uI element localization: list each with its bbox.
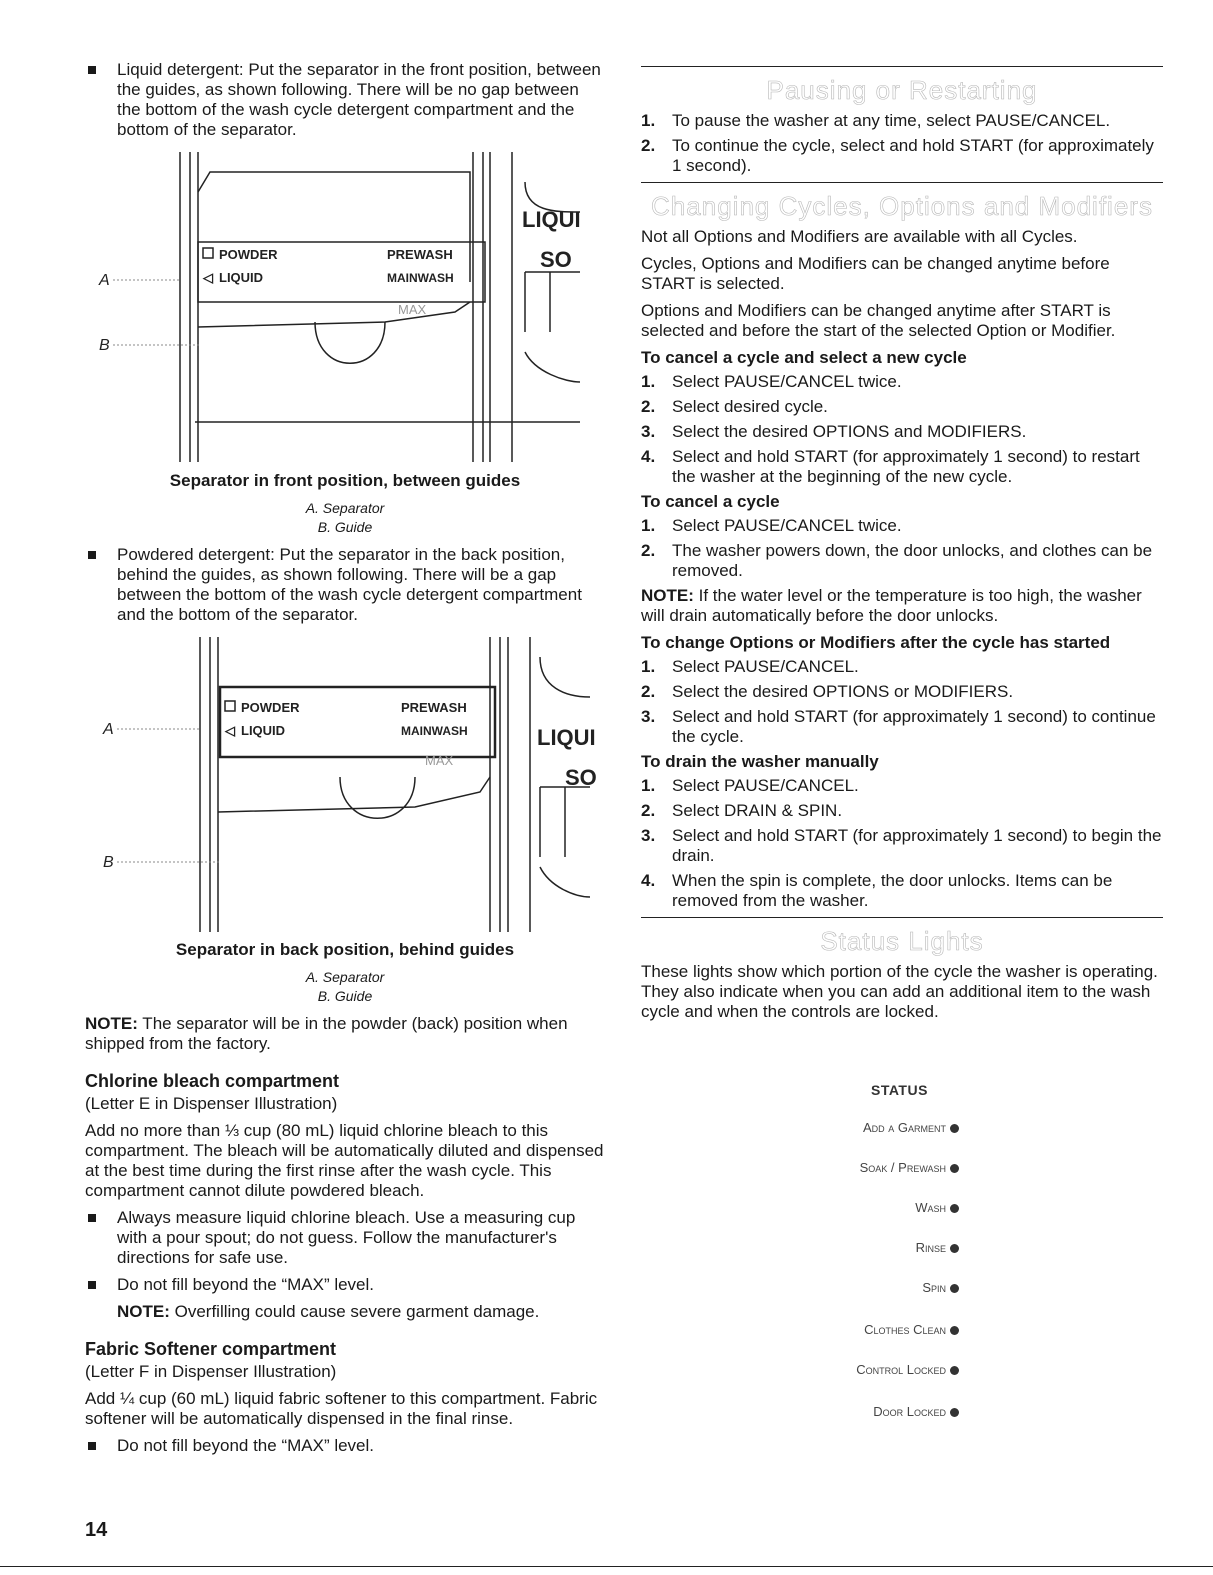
changing-p1: Not all Options and Modifiers are available with all Cycles. [641, 227, 1078, 246]
bullet-square [88, 551, 96, 559]
step-text: When the spin is complete, the door unlocks. Items can be removed from the washer. [672, 871, 1113, 910]
status-soak-prewash [860, 1158, 959, 1178]
note-factory [85, 1014, 605, 1054]
step-text: Select PAUSE/CANCEL twice. [672, 372, 902, 391]
note-label: NOTE: [85, 1014, 138, 1033]
legend-b: B. Guide [317, 519, 373, 535]
step-number: 1. [641, 516, 656, 535]
change-step-3 [641, 707, 1163, 747]
legend-b: B. Guide [317, 988, 373, 1004]
status-lights-paragraph: These lights show which portion of the cycle the washer is operating. They also indicate when you can add an additional item to the wash cycle and when the controls are locked. [641, 962, 1158, 1021]
step-text: Select and hold START (for approximately 1 second) to continue the cycle. [672, 707, 1156, 746]
step-text: Select PAUSE/CANCEL twice. [672, 516, 902, 535]
left-column [85, 60, 605, 1463]
figure-caption: Separator in back position, behind guides [175, 940, 515, 959]
step-text: Select desired cycle. [672, 397, 828, 416]
step-text: Select PAUSE/CANCEL. [672, 776, 859, 795]
indicator-light-icon [950, 1326, 959, 1335]
step-text: Select the desired OPTIONS or MODIFIERS. [672, 682, 1014, 701]
max-label: MAX [398, 302, 427, 317]
bullet-square [88, 1442, 96, 1450]
cancel-step-2 [641, 541, 1163, 581]
powder-label: POWDER [241, 700, 300, 715]
bullet-square [88, 1214, 96, 1222]
liqui-label: LIQUI [522, 207, 581, 232]
figure-legend [85, 499, 605, 537]
status-lights-heading: Status Lights [820, 926, 984, 956]
cancel-new-step-1 [641, 372, 1163, 392]
status-label: Wash [915, 1200, 946, 1215]
change-step-2 [641, 682, 1163, 702]
step-number: 1. [641, 111, 656, 130]
indicator-light-icon [950, 1408, 959, 1417]
status-label: Control Locked [856, 1362, 946, 1377]
bullet-text: Liquid detergent: Put the separator in the front position, between the guides, as shown following. There will be no gap between the bottom of the wash cycle detergent compartment and the bottom of the separator. [117, 60, 601, 139]
step-number: 4. [641, 871, 656, 890]
indicator-light-icon [950, 1244, 959, 1253]
status-label: Clothes Clean [864, 1322, 946, 1337]
status-label: Add a Garment [862, 1120, 946, 1135]
note-text: The separator will be in the powder (back) position when shipped from the factory. [85, 1014, 568, 1053]
step-text: To continue the cycle, select and hold START (for approximately 1 second). [672, 136, 1154, 175]
softener-paragraph: Add ¼ cup (60 mL) liquid fabric softener to this compartment. Fabric softener will be automatically dispensed in the final rinse. [85, 1389, 598, 1428]
section-rule [641, 917, 1163, 918]
legend-a: A. Separator [305, 500, 385, 516]
drain-step-3 [641, 826, 1163, 866]
figure-caption: Separator in front position, between guides [169, 471, 521, 490]
cancel-new-step-4 [641, 447, 1163, 487]
note-text: If the water level or the temperature is too high, the washer will drain automatically before the door unlocks. [641, 586, 1142, 625]
cancel-new-title: To cancel a cycle and select a new cycle [641, 348, 967, 367]
max-label: MAX [425, 753, 454, 768]
chlorine-paragraph: Add no more than ⅓ cup (80 mL) liquid chlorine bleach to this compartment. The bleach will be automatically diluted and dispensed at the best time during the first rinse after the wash cycle. This compartment cannot dilute powdered bleach. [85, 1121, 604, 1200]
cancel-new-step-2 [641, 397, 1163, 417]
step-text: Select PAUSE/CANCEL. [672, 657, 859, 676]
callout-b: B [99, 337, 110, 354]
bullet-text: Always measure liquid chlorine bleach. Use a measuring cup with a pour spout; do not guess. Follow the manufacturer's directions for safe use. [117, 1208, 576, 1267]
status-title: STATUS [871, 1082, 928, 1098]
status-label: Soak / Prewash [859, 1160, 946, 1175]
note-label: NOTE: [641, 586, 694, 605]
status-label: Rinse [915, 1240, 946, 1255]
drain-step-1 [641, 776, 1163, 796]
bullet-powdered-detergent [85, 545, 605, 625]
step-text: Select DRAIN & SPIN. [672, 801, 843, 820]
step-text: Select and hold START (for approximately 1 second) to restart the washer at the beginning of the new cycle. [672, 447, 1140, 486]
so-label: SO [540, 247, 572, 272]
note-drain [641, 586, 1163, 626]
status-rinse [916, 1238, 959, 1258]
step-number: 2. [641, 136, 656, 155]
status-clothes-clean [864, 1320, 959, 1340]
liquid-label: LIQUID [241, 723, 286, 738]
status-label: Door Locked [873, 1404, 946, 1419]
figure-legend [85, 968, 605, 1006]
status-add-garment [863, 1118, 959, 1138]
step-text: Select and hold START (for approximately 1 second) to begin the drain. [672, 826, 1162, 865]
figure-back-position [85, 637, 605, 1006]
changing-heading: Changing Cycles, Options and Modifiers [651, 191, 1153, 221]
step-number: 3. [641, 707, 656, 726]
chlorine-heading: Chlorine bleach compartment [85, 1071, 340, 1091]
section-rule [641, 66, 1163, 67]
indicator-light-icon [950, 1204, 959, 1213]
legend-a: A. Separator [305, 969, 385, 985]
so-label: SO [565, 765, 597, 790]
bullet-liquid-detergent [85, 60, 605, 140]
indicator-light-icon [950, 1124, 959, 1133]
bullet-measure [85, 1208, 605, 1268]
bullet-text: Do not fill beyond the “MAX” level. [117, 1436, 375, 1455]
bullet-max [85, 1275, 605, 1295]
status-spin [922, 1278, 959, 1298]
changing-p2: Cycles, Options and Modifiers can be changed anytime before START is selected. [641, 254, 1110, 293]
bullet-text: Do not fill beyond the “MAX” level. [117, 1275, 375, 1294]
step-number: 1. [641, 657, 656, 676]
bullet-square [88, 1281, 96, 1289]
changing-p3: Options and Modifiers can be changed anytime after START is selected and before the start of the selected Option or Modifier. [641, 301, 1116, 340]
step-text: Select the desired OPTIONS and MODIFIERS. [672, 422, 1027, 441]
section-rule [641, 182, 1163, 183]
bullet-softener-max [85, 1436, 605, 1456]
footer-rule [0, 1566, 1213, 1567]
step-text: To pause the washer at any time, select PAUSE/CANCEL. [672, 111, 1111, 130]
note-overfill [85, 1302, 605, 1322]
softener-subheading: (Letter F in Dispenser Illustration) [85, 1362, 337, 1381]
right-column [641, 66, 1163, 1029]
page-number: 14 [85, 1519, 108, 1541]
step-number: 3. [641, 826, 656, 845]
bullet-text: Powdered detergent: Put the separator in the back position, behind the guides, as shown following. There will be a gap between the bottom of the wash cycle detergent compartment and the bottom of the separator. [117, 545, 582, 624]
step-number: 2. [641, 682, 656, 701]
prewash-label: PREWASH [387, 247, 453, 262]
powder-label: POWDER [219, 247, 278, 262]
change-options-title: To change Options or Modifiers after the cycle has started [641, 633, 1111, 652]
bullet-square [88, 66, 96, 74]
indicator-light-icon [950, 1366, 959, 1375]
pause-step-1 [641, 111, 1163, 131]
step-number: 2. [641, 541, 656, 560]
step-number: 1. [641, 372, 656, 391]
separator-back-illustration [85, 637, 605, 933]
status-door-locked [873, 1402, 959, 1422]
callout-a: A [103, 721, 114, 738]
status-wash [915, 1198, 959, 1218]
cancel-title: To cancel a cycle [641, 492, 780, 511]
indicator-light-icon [950, 1284, 959, 1293]
mainwash-label: MAINWASH [387, 271, 454, 285]
note-text: Overfilling could cause severe garment damage. [169, 1302, 540, 1321]
callout-b: B [103, 854, 114, 871]
callout-a: A [99, 272, 110, 289]
cancel-step-1 [641, 516, 1163, 536]
liquid-triangle-icon: ◁ [203, 270, 213, 285]
prewash-label: PREWASH [401, 700, 467, 715]
cancel-new-step-3 [641, 422, 1163, 442]
drain-step-4 [641, 871, 1163, 911]
separator-front-illustration [85, 152, 605, 464]
step-number: 1. [641, 776, 656, 795]
step-number: 3. [641, 422, 656, 441]
step-number: 4. [641, 447, 656, 466]
softener-heading: Fabric Softener compartment [85, 1339, 337, 1359]
change-step-1 [641, 657, 1163, 677]
indicator-light-icon [950, 1164, 959, 1173]
mainwash-label: MAINWASH [401, 724, 468, 738]
drain-title: To drain the washer manually [641, 752, 879, 771]
note-label: NOTE: [117, 1302, 170, 1321]
liquid-triangle-icon: ◁ [225, 723, 235, 738]
pause-step-2 [641, 136, 1163, 176]
status-control-locked [856, 1360, 959, 1380]
step-number: 2. [641, 397, 656, 416]
chlorine-subheading: (Letter E in Dispenser Illustration) [85, 1094, 338, 1113]
step-number: 2. [641, 801, 656, 820]
step-text: The washer powers down, the door unlocks, and clothes can be removed. [672, 541, 1153, 580]
drain-step-2 [641, 801, 1163, 821]
pausing-heading: Pausing or Restarting [766, 75, 1038, 105]
figure-front-position [85, 152, 605, 537]
status-label: Spin [922, 1280, 946, 1295]
liqui-label: LIQUI [537, 725, 596, 750]
liquid-label: LIQUID [219, 270, 264, 285]
